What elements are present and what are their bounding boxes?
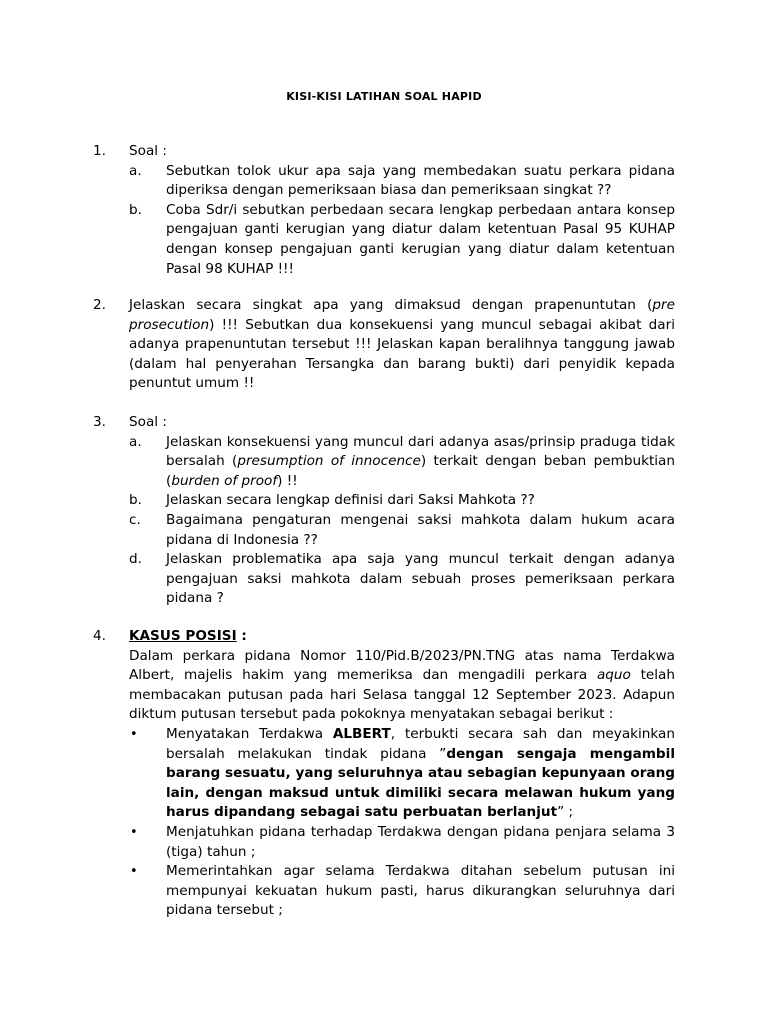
italic-term: aquo — [596, 667, 631, 684]
question-1-item — [93, 142, 675, 279]
bullet-text: ” ; — [557, 804, 574, 821]
sub-label: a. — [129, 433, 142, 450]
question-4 — [93, 627, 675, 921]
case-heading: KASUS POSISI — [129, 628, 237, 644]
sub-question-text: Bagaimana pengaturan mengenai saksi mahkota dalam hukum acara pidana di Indonesia ?? — [166, 511, 675, 548]
question-number: 1. — [93, 143, 106, 159]
question-text: Jelaskan secara singkat apa yang dimaksud dengan prapenuntutan ( — [129, 297, 653, 313]
verdict-bullet-2 — [129, 823, 675, 862]
sub-question-b — [129, 201, 675, 279]
sub-label: b. — [129, 492, 142, 509]
offense-description: dengan sengaja mengambil barang sesuatu, yang seluruhnya atau sebagian kepunyaan orang lain, dengan maksud untuk dimiliki secara melawan hukum yang harus dipandang sebagai satu perbuatan berlanjut — [166, 745, 675, 821]
question-number: 4. — [93, 628, 106, 644]
question-text-cont: ) !!! Sebutkan dua konsekuensi yang muncul sebagai akibat dari adanya prapenuntutan tersebut !!! Jelaskan kapan beralihnya tanggung jawab (dalam hal penyerahan Tersangka dan barang bukti) dari penyidik kepada penuntut umum !! — [129, 316, 675, 392]
sub-question-text: ) terkait dengan beban pembuktian ( — [166, 453, 675, 489]
sub-question-text: Jelaskan konsekuensi yang muncul dari adanya asas/prinsip praduga tidak bersalah ( — [166, 433, 675, 470]
question-number: 2. — [93, 297, 106, 313]
italic-term: presumption of innocence — [237, 453, 421, 470]
sub-label: c. — [129, 511, 141, 528]
case-heading-colon: : — [236, 628, 247, 644]
question-number: 3. — [93, 414, 106, 430]
sub-label: a. — [129, 162, 142, 179]
question-1 — [93, 142, 675, 279]
bullet-icon: • — [130, 726, 138, 742]
question-3-item — [93, 413, 675, 609]
question-label: Soal : — [129, 143, 167, 159]
italic-term: pre prosecution — [129, 297, 675, 333]
question-2-item — [93, 296, 675, 394]
question-2 — [93, 296, 675, 394]
question-label: Soal : — [129, 414, 167, 430]
verdict-bullet-3 — [129, 862, 675, 921]
sub-question-text: Coba Sdr/i sebutkan perbedaan secara lengkap perbedaan antara konsep pengajuan ganti kerugian yang diatur dalam ketentuan Pasal 95 KUHAP dengan konsep pengajuan ganti kerugian yang diatur dalam ketentuan Pasal 98 KUHAP !!! — [166, 201, 675, 277]
bullet-icon: • — [130, 824, 138, 840]
question-4-item — [93, 627, 675, 921]
sub-question-c — [129, 511, 675, 550]
question-3 — [93, 413, 675, 609]
document-title: KISI-KISI LATIHAN SOAL HAPID — [286, 90, 482, 103]
sub-question-b — [129, 491, 675, 511]
italic-term: burden of proof — [171, 472, 278, 489]
bullet-icon: • — [130, 864, 138, 880]
sub-question-text: ) !! — [277, 472, 298, 489]
sub-question-text: Sebutkan tolok ukur apa saja yang membedakan suatu perkara pidana diperiksa dengan pemeriksaan biasa dan pemeriksaan singkat ?? — [166, 162, 675, 199]
sub-question-d — [129, 550, 675, 609]
bullet-text: Memerintahkan agar selama Terdakwa ditahan sebelum putusan ini mempunyai kekuatan hukum pasti, harus dikurangkan seluruhnya dari pidana tersebut ; — [166, 863, 675, 919]
case-heading-line — [129, 627, 675, 647]
defendant-name: ALBERT — [332, 725, 391, 742]
sub-question-text: Jelaskan secara lengkap definisi dari Saksi Mahkota ?? — [166, 492, 535, 509]
bullet-text: Menyatakan Terdakwa — [166, 725, 333, 742]
bullet-text: , terbukti secara sah dan meyakinkan bersalah melakukan tindak pidana ” — [166, 725, 675, 762]
case-text: telah membacakan putusan pada hari Selasa tanggal 12 September 2023. Adapun diktum putusan tersebut pada pokoknya menyatakan sebagai berikut : — [129, 667, 675, 723]
sub-label: d. — [129, 551, 142, 568]
verdict-bullet-1 — [129, 725, 675, 823]
case-paragraph — [129, 647, 675, 725]
case-text: Dalam perkara pidana Nomor 110/Pid.B/2023/PN.TNG atas nama Terdakwa Albert, majelis hakim yang memeriksa dan mengadili perkara — [129, 647, 675, 684]
sub-question-a — [129, 433, 675, 492]
bullet-text: Menjatuhkan pidana terhadap Terdakwa dengan pidana penjara selama 3 (tiga) tahun ; — [166, 823, 675, 860]
sub-question-text: Jelaskan problematika apa saja yang muncul terkait dengan adanya pengajuan saksi mahkota dalam sebuah proses pemeriksaan perkara pidana ? — [166, 551, 675, 607]
sub-question-a — [129, 162, 675, 201]
sub-label: b. — [129, 201, 142, 218]
